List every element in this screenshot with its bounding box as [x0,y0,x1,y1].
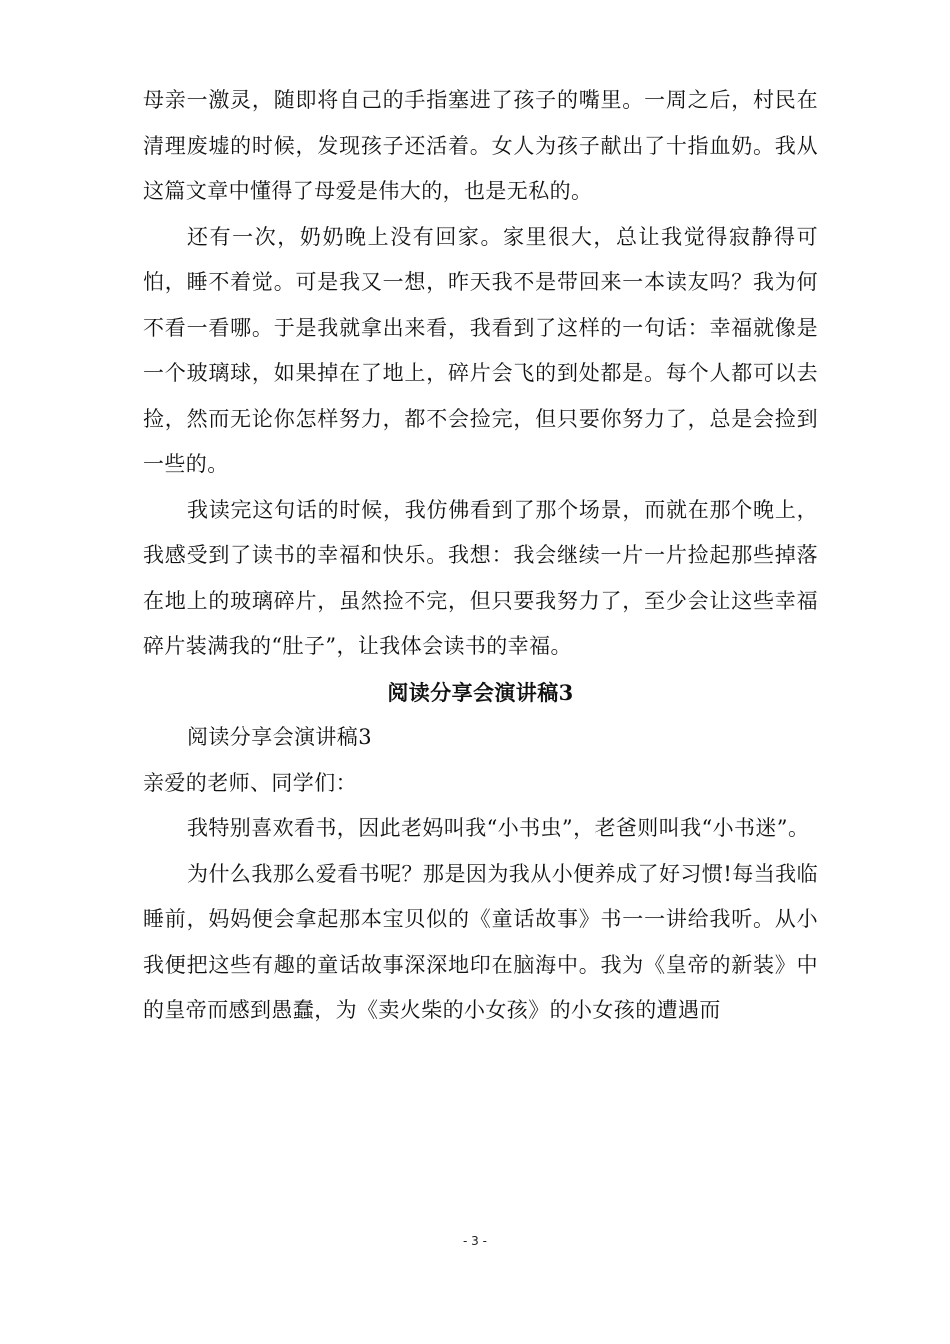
paragraph-grandma-night: 还有一次，奶奶晚上没有回家。家里很大，总让我觉得寂静得可怕，睡不着觉。可是我又一想，昨天我不是带回来一本读友吗？我为何不看一看哪。于是我就拿出来看，我看到了这样的一句话：幸福就像是一个玻璃球，如果掉在了地上，碎片会飞的到处都是。每个人都可以去捡，然而无论你怎样努力，都不会捡完，但只要你努力了，总是会捡到一些的。 [143,224,818,476]
section-subtitle: 阅读分享会演讲稿3 [187,725,372,749]
paragraph-why-reading: 为什么我那么爱看书呢？那是因为我从小便养成了好习惯!每当我临睡前，妈妈便会拿起那本宝贝似的《童话故事》书一一讲给我听。从小我便把这些有趣的童话故事深深地印在脑海中。我为《皇帝的新装》中的皇帝而感到愚蠢，为《卖火柴的小女孩》的小女孩的遭遇而 [143,861,818,1022]
paragraph-reading-happiness: 我读完这句话的时候，我仿佛看到了那个场景，而就在那个晚上，我感受到了读书的幸福和快乐。我想：我会继续一片一片捡起那些掉落在地上的玻璃碎片，虽然捡不完，但只要我努力了，至少会让这些幸福碎片装满我的“肚子”，让我体会读书的幸福。 [143,497,818,658]
page-number: - 3 - [463,1234,487,1248]
paragraph-mother-love: 母亲一激灵，随即将自己的手指塞进了孩子的嘴里。一周之后，村民在清理废墟的时候，发现孩子还活着。女人为孩子献出了十指血奶。我从这篇文章中懂得了母爱是伟大的，也是无私的。 [143,88,818,203]
greeting: 亲爱的老师、同学们： [143,770,357,795]
section-title: 阅读分享会演讲稿3 [387,679,574,705]
paragraph-bookworm: 我特别喜欢看书，因此老妈叫我“小书虫”，老爸则叫我“小书迷”。 [187,816,810,840]
document-page [143,78,818,1034]
